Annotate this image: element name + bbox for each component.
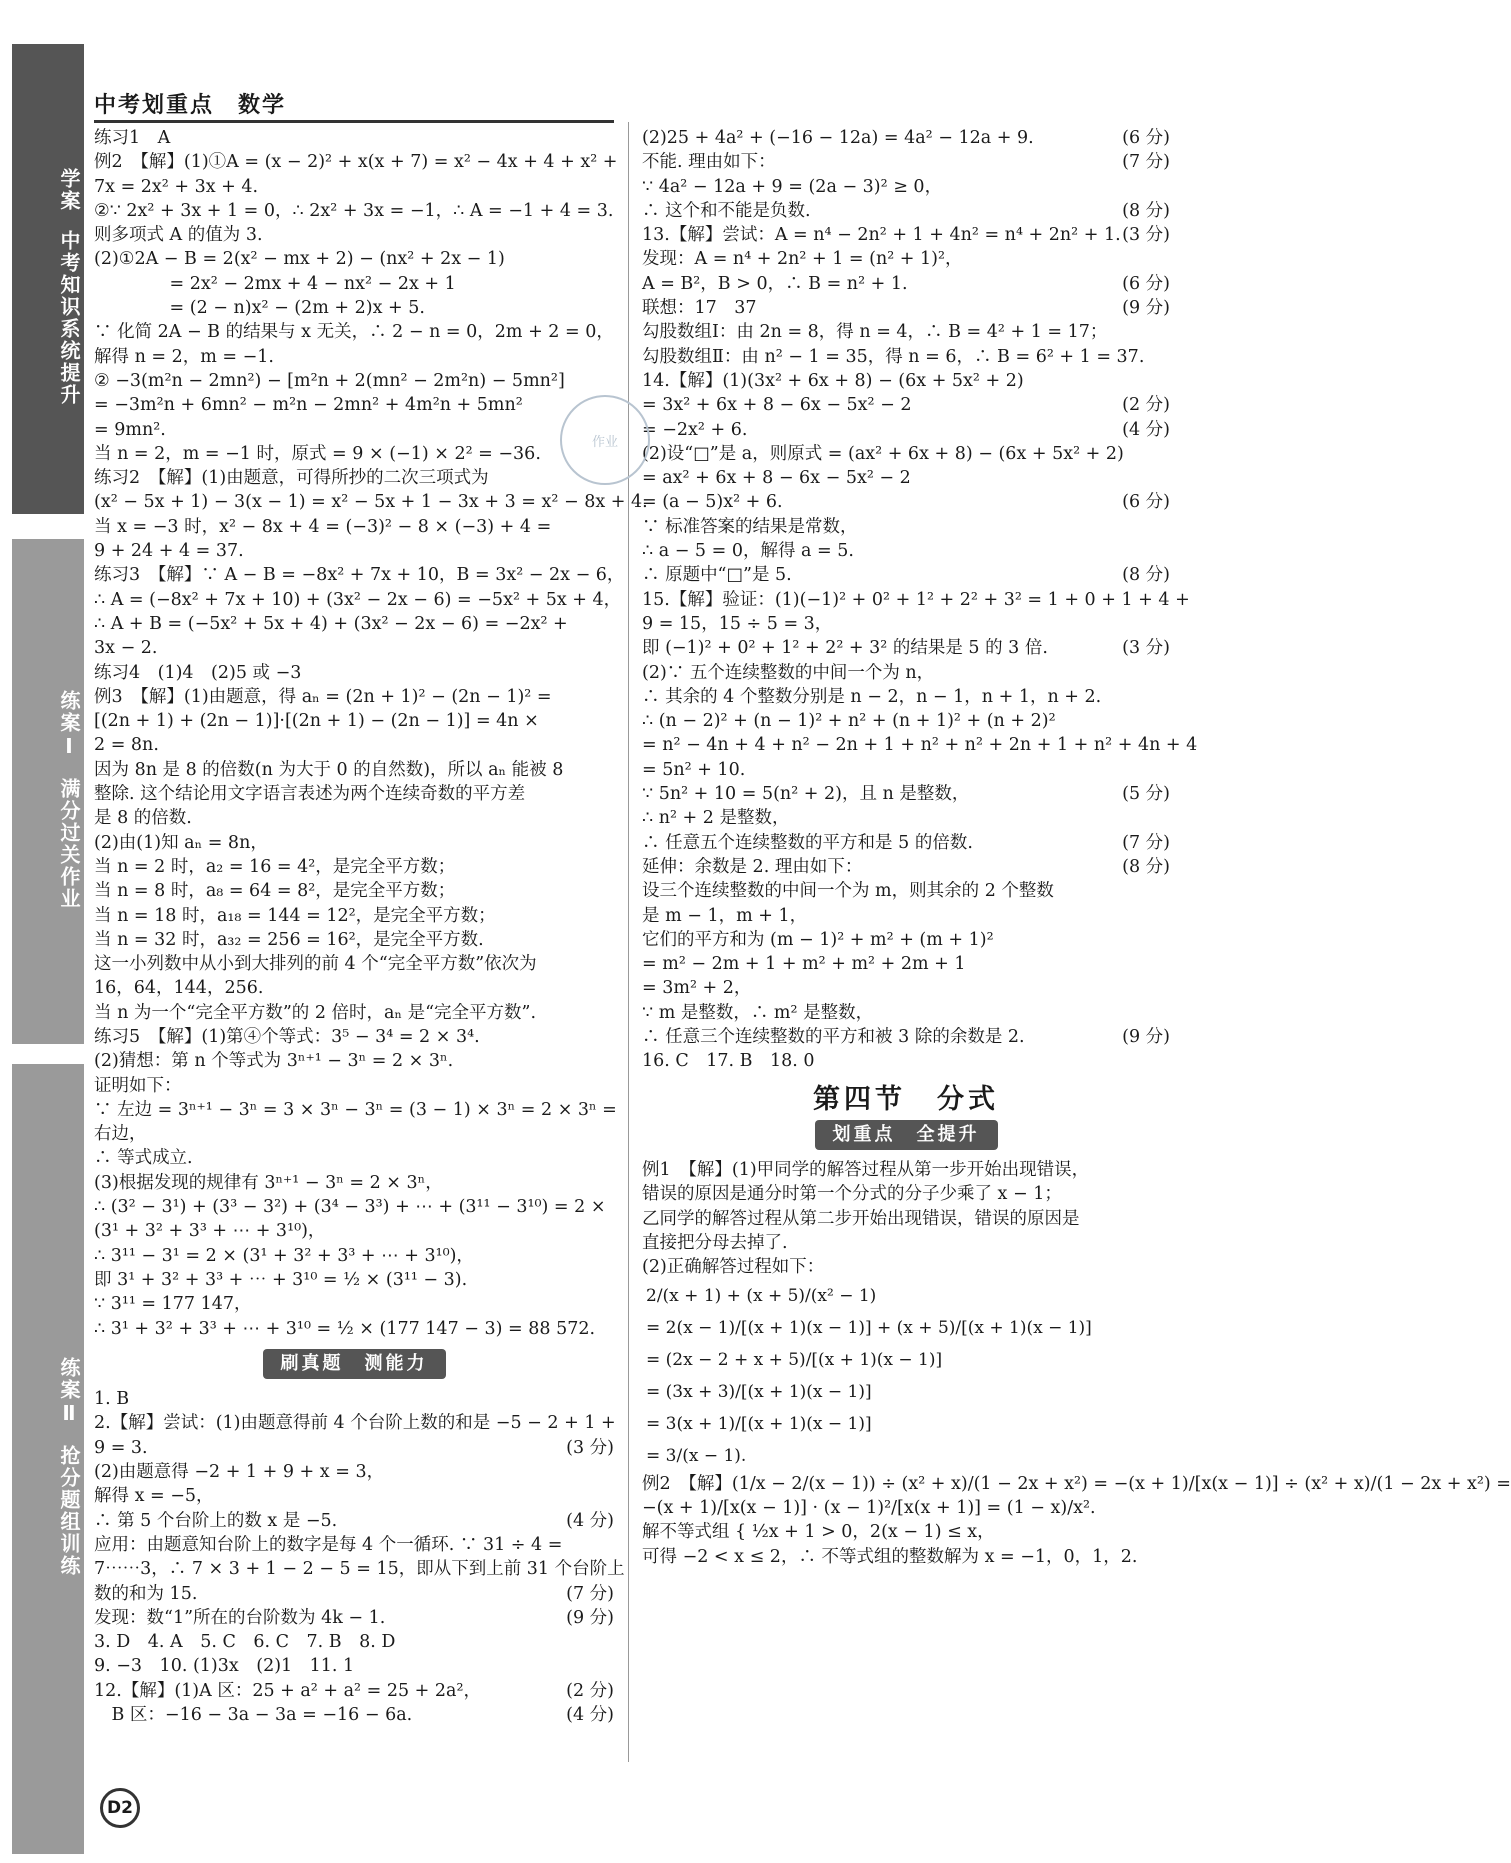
answer-line bbox=[642, 466, 1170, 490]
line-text: 可得 −2 < x ≤ 2，∴ 不等式组的整数解为 x = −1，0，1，2. bbox=[642, 1546, 1138, 1567]
answer-line bbox=[94, 1268, 614, 1292]
answer-line bbox=[642, 1496, 1170, 1520]
answer-line bbox=[642, 733, 1198, 757]
score-label: (4 分) bbox=[566, 1510, 614, 1531]
answer-line bbox=[642, 661, 1170, 685]
answer-line bbox=[94, 1317, 614, 1341]
line-text: ∴ n² + 2 是整数， bbox=[642, 808, 790, 829]
score-label: (2 分) bbox=[1122, 395, 1170, 416]
answer-line bbox=[94, 1146, 614, 1170]
line-text: 当 x = −3 时，x² − 8x + 4 = (−3)² − 8 × (−3) + 4 = bbox=[94, 516, 552, 537]
left-answers-2 bbox=[94, 1387, 625, 1727]
score-label: (9 分) bbox=[1122, 298, 1170, 319]
line-text: ∴ 3¹¹ − 3¹ = 2 × (3¹ + 3² + 3³ + ⋯ + 3¹⁰)， bbox=[94, 1245, 474, 1266]
section-title: 第四节 分式 bbox=[813, 1083, 999, 1115]
line-text: 发现：数“1”所在的台阶数为 4k − 1. bbox=[94, 1607, 386, 1628]
answer-line bbox=[642, 1545, 1170, 1569]
line-text: 15.【解】验证：(1)(−1)² + 0² + 1² + 2² + 3² = 1 + 0 + 1 + 4 + bbox=[642, 589, 1190, 610]
line-text: 勾股数组Ⅱ：由 n² − 1 = 35，得 n = 6，∴ B = 6² + 1 = 37. bbox=[642, 346, 1145, 367]
line-text: ∴ 第 5 个台阶上的数 x 是 −5. bbox=[94, 1510, 338, 1531]
line-text: 当 n = 2 时，a₂ = 16 = 4²，是完全平方数； bbox=[94, 856, 456, 877]
line-text: ∴ 任意三个连续整数的平方和被 3 除的余数是 2. bbox=[642, 1026, 1025, 1047]
line-text: (2)①2A − B = 2(x² − mx + 2) − (nx² + 2x − 1) bbox=[94, 249, 505, 270]
answer-line bbox=[642, 393, 1170, 417]
line-text: 解不等式组 { ½x + 1 > 0，2(x − 1) ≤ x， bbox=[642, 1522, 995, 1543]
answer-line bbox=[94, 320, 614, 344]
right-column bbox=[642, 126, 1511, 1569]
line-text: = (2 − n)x² − (2m + 2)x + 5. bbox=[94, 298, 425, 319]
sidebar-tab-study[interactable] bbox=[12, 44, 84, 514]
fraction-step: = 2(x − 1)/[(x + 1)(x − 1)] + (x + 5)/[(x + 1)(x − 1)] bbox=[646, 1317, 1092, 1338]
homework-stamp-icon: 作业 bbox=[560, 395, 650, 485]
line-text: 右边， bbox=[94, 1124, 147, 1145]
answer-line bbox=[94, 733, 614, 757]
tab-sub-label: 抢分题组训练 bbox=[57, 1445, 81, 1577]
line-text: = n² − 4n + 4 + n² − 2n + 1 + n² + n² + 2n + 1 + n² + 4n + 4 bbox=[642, 735, 1198, 756]
answer-line bbox=[642, 612, 1170, 636]
line-text: ∴ 任意五个连续整数的平方和是 5 的倍数. bbox=[642, 832, 973, 853]
line-text: 不能. 理由如下： bbox=[642, 152, 776, 173]
line-text: = 2x² − 2mx + 4 − nx² − 2x + 1 bbox=[94, 273, 456, 294]
answer-line bbox=[94, 855, 614, 879]
page-number: D2 bbox=[100, 1788, 140, 1828]
answer-line bbox=[642, 442, 1170, 466]
answer-line bbox=[94, 1001, 614, 1025]
answer-line bbox=[94, 1219, 614, 1243]
answer-line bbox=[642, 563, 1170, 587]
answer-line bbox=[94, 806, 614, 830]
line-text: 它们的平方和为 (m − 1)² + m² + (m + 1)² bbox=[642, 929, 994, 950]
page-header-title: 中考划重点 数学 bbox=[94, 93, 287, 118]
score-label: (5 分) bbox=[1122, 784, 1170, 805]
score-label: (7 分) bbox=[1122, 832, 1170, 853]
answer-line bbox=[94, 272, 614, 296]
tab-main-label: 学案 bbox=[57, 168, 81, 212]
line-text: 是 8 的倍数. bbox=[94, 808, 192, 829]
left-answers bbox=[94, 126, 648, 1341]
answer-line bbox=[642, 1001, 1170, 1025]
sidebar-tab-practice-1[interactable] bbox=[12, 539, 84, 1044]
answer-line bbox=[94, 1582, 614, 1606]
answer-line bbox=[94, 1387, 614, 1411]
line-text: ∴ 这个和不能是负数. bbox=[642, 200, 811, 221]
answer-line bbox=[94, 1049, 614, 1073]
line-text: = −2x² + 6. bbox=[642, 419, 748, 440]
score-label: (8 分) bbox=[1122, 565, 1170, 586]
answer-line bbox=[94, 612, 614, 636]
line-text: = −3m²n + 6mn² − m²n − 2mn² + 4m²n + 5mn² bbox=[94, 395, 523, 416]
answer-line bbox=[642, 1231, 1170, 1255]
line-text: 即 3¹ + 3² + 3³ + ⋯ + 3¹⁰ = ½ × (3¹¹ − 3). bbox=[94, 1269, 468, 1290]
answer-line bbox=[94, 661, 614, 685]
line-text: 数的和为 15. bbox=[94, 1583, 198, 1604]
line-text: = 5n² + 10. bbox=[642, 759, 746, 780]
line-text: 因为 8n 是 8 的倍数(n 为大于 0 的自然数)，所以 aₙ 能被 8 bbox=[94, 759, 564, 780]
line-text: 练习5 【解】(1)第④个等式：3⁵ − 3⁴ = 2 × 3⁴. bbox=[94, 1026, 480, 1047]
answer-line bbox=[94, 466, 614, 490]
score-label: (4 分) bbox=[1122, 419, 1170, 440]
line-text: 证明如下： bbox=[94, 1075, 182, 1096]
answer-line bbox=[94, 636, 614, 660]
answer-line bbox=[642, 685, 1170, 709]
line-text: = 3x² + 6x + 8 − 6x − 5x² − 2 bbox=[642, 395, 912, 416]
line-text: 练习3 【解】∵ A − B = −8x² + 7x + 10，B = 3x² − 2x − 6， bbox=[94, 565, 625, 586]
line-text: 例3 【解】(1)由题意，得 aₙ = (2n + 1)² − (2n − 1)² = bbox=[94, 686, 552, 707]
answer-line bbox=[94, 1654, 614, 1678]
line-text: 2 = 8n. bbox=[94, 735, 159, 756]
answer-line bbox=[94, 539, 614, 563]
banner-label: 刷真题 测能力 bbox=[263, 1349, 446, 1379]
line-text: 2.【解】尝试：(1)由题意得前 4 个台阶上数的和是 −5 − 2 + 1 + bbox=[94, 1413, 616, 1434]
line-text: 当 n = 8 时，a₈ = 64 = 8²，是完全平方数； bbox=[94, 881, 456, 902]
line-text: 9 = 15，15 ÷ 5 = 3， bbox=[642, 613, 833, 634]
answer-line bbox=[94, 1533, 614, 1557]
tab-main-label: 练案Ⅰ bbox=[57, 689, 81, 760]
line-text: 7⋯⋯3，∴ 7 × 3 + 1 − 2 − 5 = 15，即从下到上前 31 个台阶上 bbox=[94, 1559, 625, 1580]
right-answers-3 bbox=[642, 1472, 1511, 1569]
score-label: (7 分) bbox=[566, 1583, 614, 1604]
line-text: ∵ 左边 = 3ⁿ⁺¹ − 3ⁿ = 3 × 3ⁿ − 3ⁿ = (3 − 1) × 3ⁿ = 2 × 3ⁿ = bbox=[94, 1099, 617, 1120]
fraction-step: = (2x − 2 + x + 5)/[(x + 1)(x − 1)] bbox=[646, 1349, 943, 1370]
answer-line bbox=[94, 393, 614, 417]
line-text: 3x − 2. bbox=[94, 638, 158, 659]
line-text: 9 + 24 + 4 = 37. bbox=[94, 541, 244, 562]
answer-line bbox=[94, 1606, 614, 1630]
line-text: 这一小列数中从小到大排列的前 4 个“完全平方数”依次为 bbox=[94, 954, 537, 975]
answer-line bbox=[94, 1679, 614, 1703]
line-text: 16. C 17. B 18. 0 bbox=[642, 1051, 815, 1072]
line-text: 当 n = 18 时，a₁₈ = 144 = 12²，是完全平方数； bbox=[94, 905, 496, 926]
line-text: = 9mn². bbox=[94, 419, 166, 440]
answer-line bbox=[642, 588, 1190, 612]
line-text: 直接把分母去掉了. bbox=[642, 1233, 788, 1254]
answer-line bbox=[642, 199, 1170, 223]
line-text: (2)25 + 4a² + (−16 − 12a) = 4a² − 12a + 9. bbox=[642, 128, 1034, 148]
line-text: 3. D 4. A 5. C 6. C 7. B 8. D bbox=[94, 1632, 396, 1653]
answer-line bbox=[642, 1472, 1511, 1496]
answer-line bbox=[642, 952, 1170, 976]
answer-line bbox=[94, 709, 614, 733]
answer-line bbox=[642, 247, 1170, 271]
right-answers-2 bbox=[642, 1158, 1170, 1279]
line-text: 例1 【解】(1)甲同学的解答过程从第一步开始出现错误， bbox=[642, 1160, 1090, 1181]
banner-label: 划重点 全提升 bbox=[815, 1120, 998, 1150]
line-text: (2)由题意得 −2 + 1 + 9 + x = 3， bbox=[94, 1462, 385, 1483]
header-rule bbox=[94, 120, 614, 123]
answer-line bbox=[94, 1484, 614, 1508]
line-text: 是 m − 1，m + 1， bbox=[642, 905, 808, 926]
score-label: (9 分) bbox=[566, 1607, 614, 1628]
answer-line bbox=[642, 758, 1170, 782]
line-text: (2)正确解答过程如下： bbox=[642, 1257, 825, 1278]
banner-left bbox=[94, 1349, 614, 1379]
answer-line bbox=[642, 636, 1170, 660]
fraction-step: = 3(x + 1)/[(x + 1)(x − 1)] bbox=[646, 1413, 872, 1434]
line-text: 解得 x = −5， bbox=[94, 1486, 214, 1507]
answer-line bbox=[94, 150, 618, 174]
score-label: (6 分) bbox=[1122, 492, 1170, 513]
banner-right bbox=[642, 1120, 1170, 1150]
score-label: (6 分) bbox=[1122, 273, 1170, 294]
line-text: 1. B bbox=[94, 1389, 130, 1410]
answer-line bbox=[94, 1171, 614, 1195]
line-text: ∵ 3¹¹ = 177 147， bbox=[94, 1294, 252, 1315]
answer-line bbox=[94, 1411, 614, 1435]
line-text: = ax² + 6x + 8 − 6x − 5x² − 2 bbox=[642, 468, 911, 489]
line-text: A = B²，B > 0，∴ B = n² + 1. bbox=[642, 273, 908, 294]
answer-line bbox=[94, 223, 614, 247]
answer-line bbox=[642, 272, 1170, 296]
answer-line bbox=[642, 1182, 1170, 1206]
line-text: 则多项式 A 的值为 3. bbox=[94, 225, 263, 246]
line-text: 乙同学的解答过程从第二步开始出现错误，错误的原因是 bbox=[642, 1208, 1080, 1229]
answer-line bbox=[642, 418, 1170, 442]
line-text: ② −3(m²n − 2mn²) − [m²n + 2(mn² − 2m²n) − 5mn²] bbox=[94, 370, 565, 391]
answer-line bbox=[642, 1255, 1170, 1279]
line-text: 勾股数组Ⅰ：由 2n = 8，得 n = 4，∴ B = 4² + 1 = 17； bbox=[642, 322, 1108, 343]
answer-line bbox=[94, 1292, 614, 1316]
line-text: 9 = 3. bbox=[94, 1437, 148, 1458]
score-label: (8 分) bbox=[1122, 856, 1170, 877]
answer-line bbox=[94, 879, 614, 903]
fraction-step: = 3/(x − 1). bbox=[646, 1445, 747, 1466]
line-text: 延伸：余数是 2. 理由如下： bbox=[642, 856, 863, 877]
answer-line bbox=[94, 1025, 614, 1049]
answer-line bbox=[642, 150, 1170, 174]
answer-line bbox=[642, 782, 1170, 806]
line-text: 16，64，144，256. bbox=[94, 978, 264, 999]
line-text: ∵ 4a² − 12a + 9 = (2a − 3)² ≥ 0， bbox=[642, 176, 943, 197]
answer-line bbox=[642, 490, 1170, 514]
line-text: 9. −3 10. (1)3x (2)1 11. 1 bbox=[94, 1656, 355, 1677]
answer-line bbox=[94, 782, 614, 806]
score-label: (7 分) bbox=[1122, 152, 1170, 173]
answer-line bbox=[94, 199, 614, 223]
answer-line bbox=[642, 831, 1170, 855]
line-text: 当 n 为一个“完全平方数”的 2 倍时，aₙ 是“完全平方数”. bbox=[94, 1002, 537, 1023]
answer-line bbox=[94, 831, 614, 855]
tab-main-label: 练案Ⅱ bbox=[57, 1357, 81, 1427]
answer-line bbox=[642, 1025, 1170, 1049]
answer-line bbox=[642, 904, 1170, 928]
answer-line bbox=[94, 490, 648, 514]
line-text: (2)设“□”是 a，则原式 = (ax² + 6x + 8) − (6x + 5x² + 2) bbox=[642, 443, 1124, 464]
line-text: 应用：由题意知台阶上的数字是每 4 个一循环. ∵ 31 ÷ 4 = bbox=[94, 1534, 563, 1555]
line-text: ∴ A = (−8x² + 7x + 10) + (3x² − 2x − 6) = −5x² + 5x + 4， bbox=[94, 589, 622, 610]
line-text: 设三个连续整数的中间一个为 m，则其余的 2 个整数 bbox=[642, 881, 1054, 902]
answer-line bbox=[94, 126, 614, 150]
score-label: (3 分) bbox=[1122, 225, 1170, 246]
answer-line bbox=[94, 1630, 614, 1654]
answer-line bbox=[94, 442, 614, 466]
answer-line bbox=[94, 247, 614, 271]
answer-line bbox=[642, 223, 1170, 247]
answer-line bbox=[94, 1244, 614, 1268]
line-text: 发现：A = n⁴ + 2n² + 1 = (n² + 1)²， bbox=[642, 249, 963, 270]
line-text: ∵ 5n² + 10 = 5(n² + 2)，且 n 是整数， bbox=[642, 784, 970, 805]
line-text: = m² − 2m + 1 + m² + m² + 2m + 1 bbox=[642, 954, 966, 975]
answer-line bbox=[94, 588, 622, 612]
line-text: [(2n + 1) + (2n − 1)]·[(2n + 1) − (2n − 1)] = 4n × bbox=[94, 711, 539, 732]
line-text: ②∵ 2x² + 3x + 1 = 0，∴ 2x² + 3x = −1，∴ A = −1 + 4 = 3. bbox=[94, 200, 614, 221]
score-label: (4 分) bbox=[566, 1705, 614, 1725]
answer-line bbox=[642, 515, 1170, 539]
answer-line bbox=[94, 1436, 614, 1460]
line-text: 例2 【解】(1/x − 2/(x − 1)) ÷ (x² + x)/(1 − 2x + x²) = −(x + 1)/[x(x − 1)] ÷ (x² + x)/(1 − 2x + x²) = bbox=[642, 1473, 1511, 1494]
answer-line bbox=[94, 928, 614, 952]
answer-line bbox=[642, 345, 1170, 369]
line-text: 练习4 (1)4 (2)5 或 −3 bbox=[94, 662, 302, 683]
column-divider bbox=[628, 122, 629, 1762]
line-text: 14.【解】(1)(3x² + 6x + 8) − (6x + 5x² + 2) bbox=[642, 370, 1024, 391]
line-text: ∴ 等式成立. bbox=[94, 1148, 193, 1169]
answer-line bbox=[94, 175, 614, 199]
answer-line bbox=[94, 904, 614, 928]
line-text: 练习1 A bbox=[94, 128, 171, 148]
line-text: 当 n = 2，m = −1 时，原式 = 9 × (−1) × 2² = −36. bbox=[94, 443, 541, 464]
line-text: −(x + 1)/[x(x − 1)] · (x − 1)²/[x(x + 1)] = (1 − x)/x². bbox=[642, 1497, 1096, 1518]
answer-line bbox=[94, 952, 614, 976]
answer-line bbox=[94, 1703, 614, 1727]
sidebar bbox=[12, 44, 84, 1854]
answer-line bbox=[642, 320, 1170, 344]
answer-line bbox=[642, 369, 1170, 393]
line-text: ∴ 3¹ + 3² + 3³ + ⋯ + 3¹⁰ = ½ × (177 147 − 3) = 88 572. bbox=[94, 1318, 596, 1339]
line-text: (2)由(1)知 aₙ = 8n， bbox=[94, 832, 268, 853]
answer-line bbox=[642, 976, 1170, 1000]
answer-line bbox=[94, 1460, 614, 1484]
line-text: 练习2 【解】(1)由题意，可得所抄的二次三项式为 bbox=[94, 468, 489, 489]
line-text: 整除. 这个结论用文字语言表述为两个连续奇数的平方差 bbox=[94, 784, 526, 805]
answer-line bbox=[642, 126, 1170, 150]
tab-sub-label: 满分过关作业 bbox=[57, 777, 81, 910]
answer-line bbox=[642, 855, 1170, 879]
line-text: ∵ 化简 2A − B 的结果与 x 无关，∴ 2 − n = 0，2m + 2 = 0， bbox=[94, 322, 614, 343]
answer-line bbox=[94, 1074, 614, 1098]
right-answers bbox=[642, 126, 1198, 1074]
line-text: (x² − 5x + 1) − 3(x − 1) = x² − 5x + 1 − 3x + 3 = x² − 8x + 4. bbox=[94, 492, 648, 513]
answer-line bbox=[94, 418, 614, 442]
answer-line bbox=[94, 563, 625, 587]
line-text: ∴ 其余的 4 个整数分别是 n − 2，n − 1，n + 1，n + 2. bbox=[642, 686, 1102, 707]
line-text: = 3m² + 2， bbox=[642, 978, 752, 999]
line-text: 12.【解】(1)A 区：25 + a² + a² = 25 + 2a²， bbox=[94, 1680, 481, 1701]
answer-line bbox=[94, 976, 614, 1000]
line-text: 错误的原因是通分时第一个分式的分子少乘了 x − 1； bbox=[642, 1184, 1062, 1205]
line-text: ∴ (3² − 3¹) + (3³ − 3²) + (3⁴ − 3³) + ⋯ + (3¹¹ − 3¹⁰) = 2 × bbox=[94, 1197, 606, 1218]
answer-line bbox=[642, 928, 1170, 952]
line-text: 解得 n = 2，m = −1. bbox=[94, 346, 274, 367]
line-text: 联想：17 37 bbox=[642, 298, 757, 319]
answer-line bbox=[94, 515, 614, 539]
line-text: (2)猜想：第 n 个等式为 3ⁿ⁺¹ − 3ⁿ = 2 × 3ⁿ. bbox=[94, 1051, 454, 1072]
line-text: ∴ (n − 2)² + (n − 1)² + n² + (n + 1)² + (n + 2)² bbox=[642, 711, 1056, 732]
answer-line bbox=[94, 1098, 617, 1122]
answer-line bbox=[94, 1509, 614, 1533]
line-text: 7x = 2x² + 3x + 4. bbox=[94, 176, 259, 197]
score-label: (9 分) bbox=[1122, 1026, 1170, 1047]
score-label: (2 分) bbox=[566, 1680, 614, 1701]
line-text: 当 n = 32 时，a₃₂ = 256 = 16²，是完全平方数. bbox=[94, 929, 484, 950]
fraction-step: = (3x + 3)/[(x + 1)(x − 1)] bbox=[646, 1381, 872, 1402]
line-text: (3¹ + 3² + 3³ + ⋯ + 3¹⁰)， bbox=[94, 1221, 326, 1242]
line-text: ∴ 原题中“□”是 5. bbox=[642, 565, 792, 586]
answer-line bbox=[642, 1049, 1170, 1073]
left-column bbox=[94, 126, 648, 1727]
line-text: (3)根据发现的规律有 3ⁿ⁺¹ − 3ⁿ = 2 × 3ⁿ， bbox=[94, 1172, 443, 1193]
answer-line bbox=[642, 296, 1170, 320]
answer-line bbox=[94, 685, 614, 709]
answer-line bbox=[642, 1158, 1170, 1182]
answer-line bbox=[642, 175, 1170, 199]
answer-line bbox=[642, 709, 1170, 733]
answer-line bbox=[94, 1122, 614, 1146]
answer-line bbox=[94, 1195, 614, 1219]
answer-line bbox=[94, 369, 614, 393]
answer-line bbox=[642, 879, 1170, 903]
answer-line bbox=[642, 1520, 1170, 1544]
answer-line bbox=[94, 758, 614, 782]
line-text: 例2 【解】(1)①A = (x − 2)² + x(x + 7) = x² − 4x + 4 + x² + bbox=[94, 152, 618, 173]
line-text: 即 (−1)² + 0² + 1² + 2² + 3² 的结果是 5 的 3 倍. bbox=[642, 638, 1048, 659]
tab-sub-label: 中考知识系统提升 bbox=[57, 230, 81, 406]
answer-line bbox=[94, 345, 614, 369]
line-text: ∴ a − 5 = 0，解得 a = 5. bbox=[642, 541, 854, 562]
answer-line bbox=[642, 806, 1170, 830]
score-label: (8 分) bbox=[1122, 200, 1170, 221]
answer-line bbox=[94, 1557, 625, 1581]
line-text: ∵ m 是整数，∴ m² 是整数， bbox=[642, 1002, 874, 1023]
fraction-step: 2/(x + 1) + (x + 5)/(x² − 1) bbox=[646, 1285, 877, 1306]
line-text: ∴ A + B = (−5x² + 5x + 4) + (3x² − 2x − 6) = −2x² + bbox=[94, 613, 568, 634]
fraction-steps bbox=[642, 1280, 1170, 1472]
line-text: (2)∵ 五个连续整数的中间一个为 n， bbox=[642, 662, 935, 683]
answer-line bbox=[94, 296, 614, 320]
answer-line bbox=[642, 1207, 1170, 1231]
line-text: B 区：−16 − 3a − 3a = −16 − 6a. bbox=[94, 1705, 413, 1725]
line-text: 13.【解】尝试：A = n⁴ − 2n² + 1 + 4n² = n⁴ + 2n² + 1. bbox=[642, 225, 1121, 246]
score-label: (3 分) bbox=[566, 1437, 614, 1458]
score-label: (6 分) bbox=[1122, 128, 1170, 148]
line-text: ∵ 标准答案的结果是常数， bbox=[642, 516, 858, 537]
score-label: (3 分) bbox=[1122, 638, 1170, 659]
line-text: = (a − 5)x² + 6. bbox=[642, 492, 783, 513]
sidebar-tab-practice-2[interactable] bbox=[12, 1064, 84, 1854]
answer-line bbox=[642, 539, 1170, 563]
